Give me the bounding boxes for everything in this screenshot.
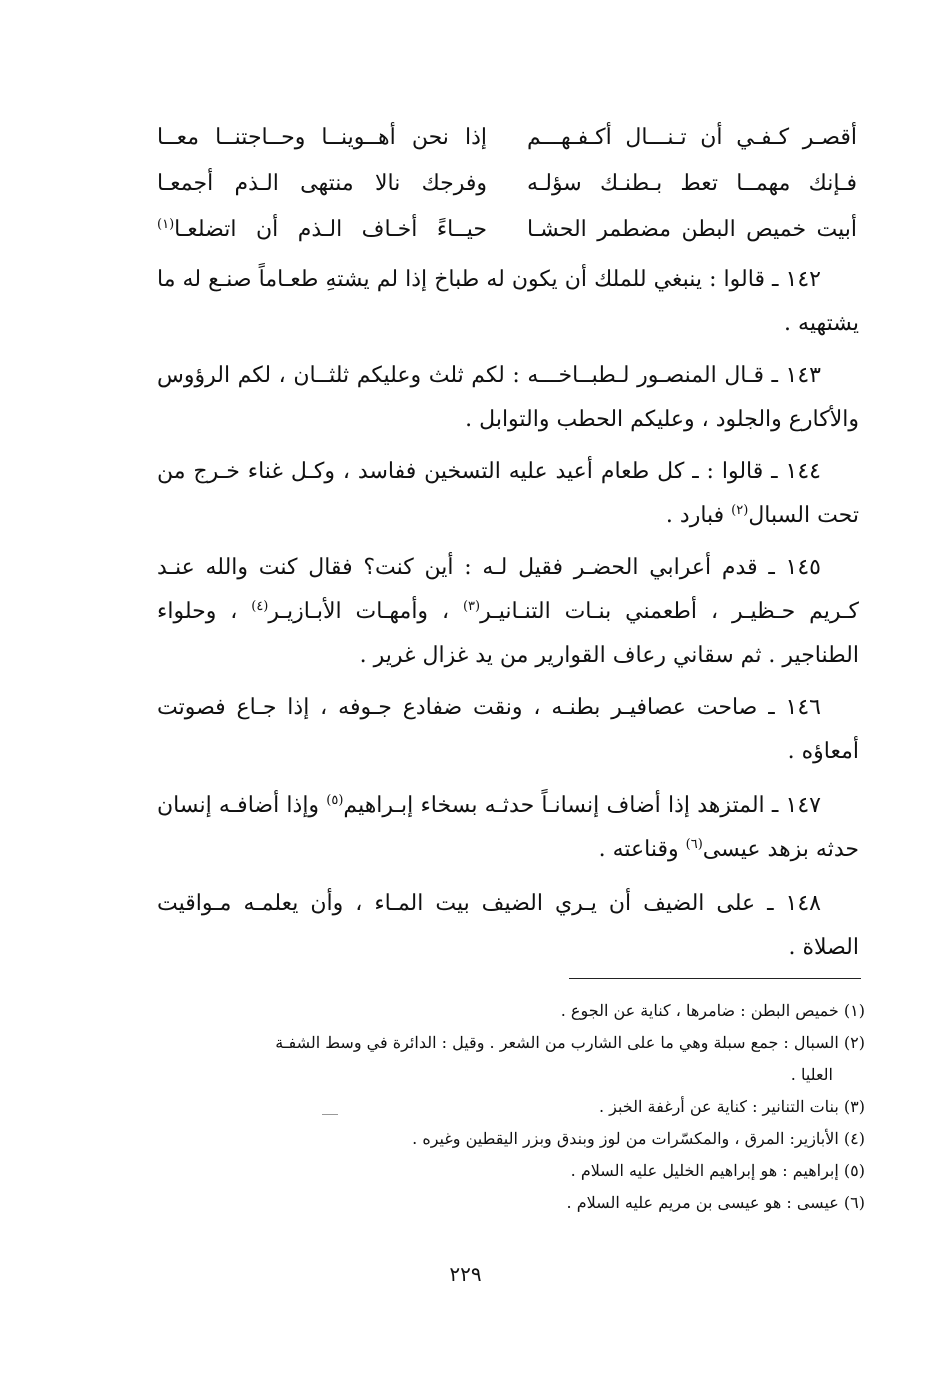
footnote-number: (٢) — [843, 1033, 865, 1052]
footnote — [163, 1187, 865, 1219]
footnote-separator — [569, 978, 861, 979]
footnote-text: السبال : جمع سبلة وهي ما على الشارب من الشعر . وقيل : الدائرة في وسط الشفـة — [275, 1033, 844, 1052]
paragraph-text: ١٤٢ ـ قالوا : ينبغي للملك أن يكون له طباخ إذا لم يشتهِ طعـاماً صنـع له ما يشتهيه . — [157, 267, 859, 336]
verse-text: حيــاءً أخـاف الـذم أن اتضلعـا — [174, 217, 487, 242]
paragraph-text — [157, 450, 859, 538]
footnote-continuation: العليا . — [790, 1065, 833, 1084]
text-run: ١٤٥ ـ قدم أعرابي الحضـر فقيل لـه : أين كنت؟ فقال كنت والله عنـد كـريم حـظيـر ، أطعمني بنـات التنـانيـر — [157, 555, 859, 624]
footnote-ref: (٦) — [685, 837, 703, 852]
paragraph-148 — [157, 882, 859, 970]
footnote — [163, 1091, 865, 1123]
poem-verse — [157, 115, 857, 161]
paragraph-144 — [157, 450, 859, 538]
verse-second-hemistich — [157, 207, 487, 253]
footnote-text: الأبازير: المرق ، والمكسّرات من لوز وبندق وبزر اليقطين وغيره . — [412, 1129, 844, 1148]
verse-first-hemistich: فـإنك مهمــا تعط بـطنـك سؤلـه — [527, 171, 857, 196]
footnote-ref: (١) — [157, 217, 175, 232]
footnote-text: إبراهيم : هو إبراهيم الخليل عليه السلام . — [570, 1161, 844, 1180]
poem-block — [157, 115, 857, 253]
verse-second-hemistich: إذا نحن أهــوينــا وحــاجتنــا معــا — [157, 125, 487, 150]
poem-verse — [157, 207, 857, 253]
footnote — [163, 1123, 865, 1155]
footnote-text: خميص البطن : ضامرها ، كناية عن الجوع . — [560, 1001, 844, 1020]
footnote-text: عيسى : هو عيسى بن مريم عليه السلام . — [566, 1193, 844, 1212]
footnote-number: (٦) — [843, 1193, 865, 1212]
footnote-number: (٤) — [843, 1129, 865, 1148]
paragraph-143 — [157, 354, 859, 442]
text-run: ١٤٤ ـ قالوا : ـ كل طعام أعيد عليه التسخين ففاسد ، وكـل غناء خـرج من تحت السبال — [157, 459, 859, 528]
footnote — [163, 1155, 865, 1187]
text-run: ١٤٧ ـ المتزهد إذا أضاف إنسانـاً حدثـه بسخاء إبـراهيم — [343, 793, 821, 818]
paragraph-text — [157, 546, 859, 678]
verse-first-hemistich: أبيت خميص البطن مضطمر الحشـا — [527, 217, 857, 242]
footnote-ref: (٣) — [462, 599, 481, 614]
text-run: وقناعته . — [598, 837, 686, 862]
paragraph-147 — [157, 784, 859, 872]
footnotes — [163, 995, 865, 1219]
poem-verse — [157, 161, 857, 207]
footnote-text: بنات التنانير : كناية عن أرغفة الخبز . — [598, 1097, 844, 1116]
text-run: فبارد . — [665, 503, 732, 528]
paragraph-142 — [157, 258, 859, 346]
paragraph-146 — [157, 686, 859, 774]
text-run: ، وأمهـات الأبـازيـر — [268, 599, 463, 624]
scan-mark — [322, 1114, 338, 1115]
footnote — [163, 1027, 865, 1091]
paragraph-text: ١٤٣ ـ قـال المنصـور لـطبــاخـــه : لكم ثلث وعليكم ثلثــان ، لكم الرؤوس والأكارع والجلود ، وعليكم الحطب والتوابل . — [157, 363, 859, 432]
footnote-number: (٥) — [843, 1161, 865, 1180]
paragraph-145 — [157, 546, 859, 678]
paragraph-text — [157, 784, 859, 872]
footnote — [163, 995, 865, 1027]
footnote-ref: (٤) — [251, 599, 269, 614]
text-run: وإذا أضافـه إنسان حدثه بزهد عيسى — [157, 793, 859, 862]
footnote-number: (١) — [843, 1001, 865, 1020]
verse-first-hemistich: أقصـر كـفـي أن تـنـــال أكـفـهـــم — [527, 125, 857, 150]
paragraph-text: ١٤٨ ـ على الضيف أن يـري الضيف بيت المـاء ، وأن يعلمـه مـواقيت الصلاة . — [157, 891, 859, 960]
page-number: ٢٢٩ — [449, 1262, 482, 1286]
footnote-ref: (٥) — [326, 793, 344, 808]
verse-second-hemistich: وفرجك نالا منتهى الـذم أجمعـا — [157, 171, 487, 196]
footnote-number: (٣) — [843, 1097, 865, 1116]
paragraph-text: ١٤٦ ـ صاحت عصافيـر بطنـه ، ونقت ضفادع جـوفه ، إذا جـاع فصوتت أمعاؤه . — [157, 695, 859, 764]
footnote-ref: (٢) — [731, 503, 749, 518]
text-run: ، وحلواء الطناجير . ثم سقاني رعاف القوارير من يد غزال غرير . — [157, 599, 859, 668]
